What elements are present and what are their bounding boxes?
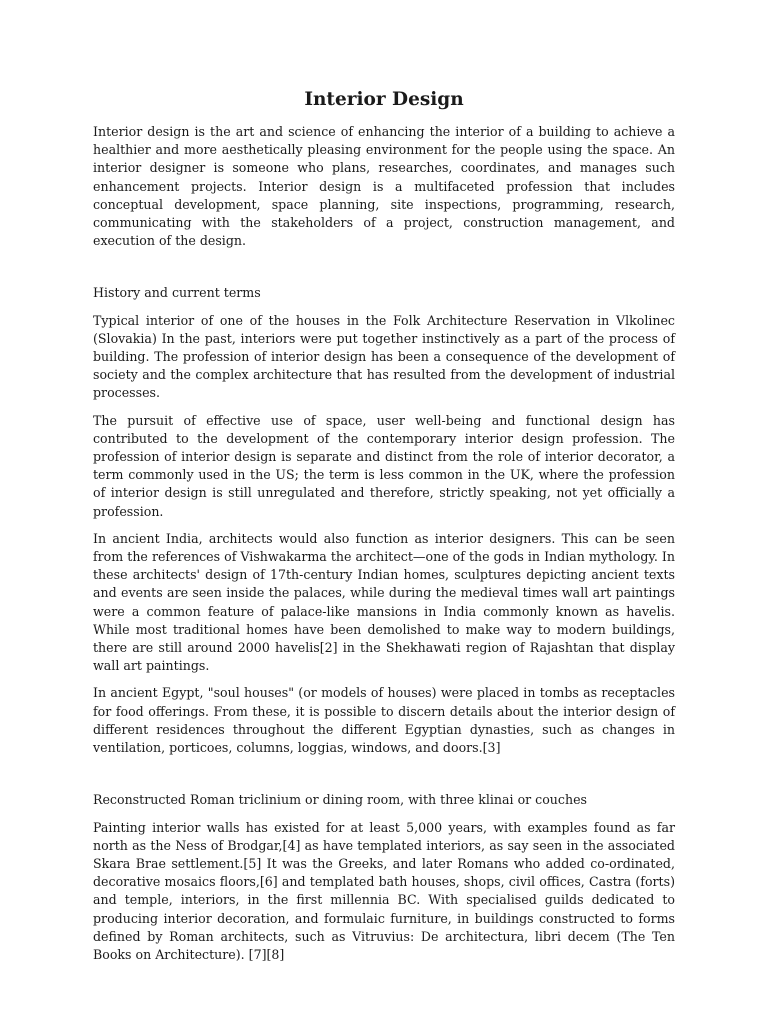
roman-paragraph-1: Painting interior walls has existed for at least 5,000 years, with examples found as far north as the Ness of Brodgar,[4] as have templated interiors, as say seen in the associated Skara Brae settlement.[5] It was the Greeks, and later Romans who added co-ordinated, decorative mosaics floors,[6] and templated bath houses, shops, civil offices, Castra (forts) and temple, interiors, in the first millennia BC. With specialised guilds dedicated to producing interior decoration, and formulaic furniture, in buildings constructed to forms defined by Roman architects, such as Vitruvius: De architectura, libri decem (The Ten Books on Architecture). [7][8] [93,819,675,962]
section-heading-roman: Reconstructed Roman triclinium or dining room, with three klinai or couches [93,792,588,808]
history-paragraph-4: In ancient Egypt, "soul houses" (or models of houses) were placed in tombs as receptacles for food offerings. From these, it is possible to discern details about the interior design of different residences throughout the different Egyptian dynasties, such as changes in ventilation, porticoes, columns, loggias, windows, and doors.[3] [93,685,675,756]
document-page [93,86,675,973]
section-heading-history: History and current terms [93,285,261,301]
document-title: Interior Design [304,89,464,110]
history-paragraph-3: In ancient India, architects would also function as interior designers. This can be seen from the references of Vishwakarma the architect—one of the gods in Indian mythology. In these architects' design of 17th-century Indian homes, sculptures depicting ancient texts and events are seen inside the palaces, while during the medieval times wall art paintings were a common feature of palace-like mansions in India commonly known as havelis. While most traditional homes have been demolished to make way to modern buildings, there are still around 2000 havelis[2] in the Shekhawati region of Rajashtan that display wall art paintings. [93,530,675,674]
history-paragraph-1: Typical interior of one of the houses in the Folk Architecture Reservation in Vlkolinec (Slovakia) In the past, interiors were put together instinctively as a part of the process of building. The profession of interior design has been a consequence of the development of society and the complex architecture that has resulted from the development of industrial processes. [93,312,675,401]
history-paragraph-2: The pursuit of effective use of space, user well-being and functional design has contributed to the development of the contemporary interior design profession. The profession of interior design is separate and distinct from the role of interior decorator, a term commonly used in the US; the term is less common in the UK, where the profession of interior design is still unregulated and therefore, strictly speaking, not yet officially a profession. [93,412,675,519]
intro-paragraph: Interior design is the art and science of enhancing the interior of a building to achieve a healthier and more aesthetically pleasing environment for the people using the space. An interior designer is someone who plans, researches, coordinates, and manages such enhancement projects. Interior design is a multifaceted profession that includes conceptual development, space planning, site inspections, programming, research, communicating with the stakeholders of a project, construction management, and execution of the design. [93,124,675,249]
